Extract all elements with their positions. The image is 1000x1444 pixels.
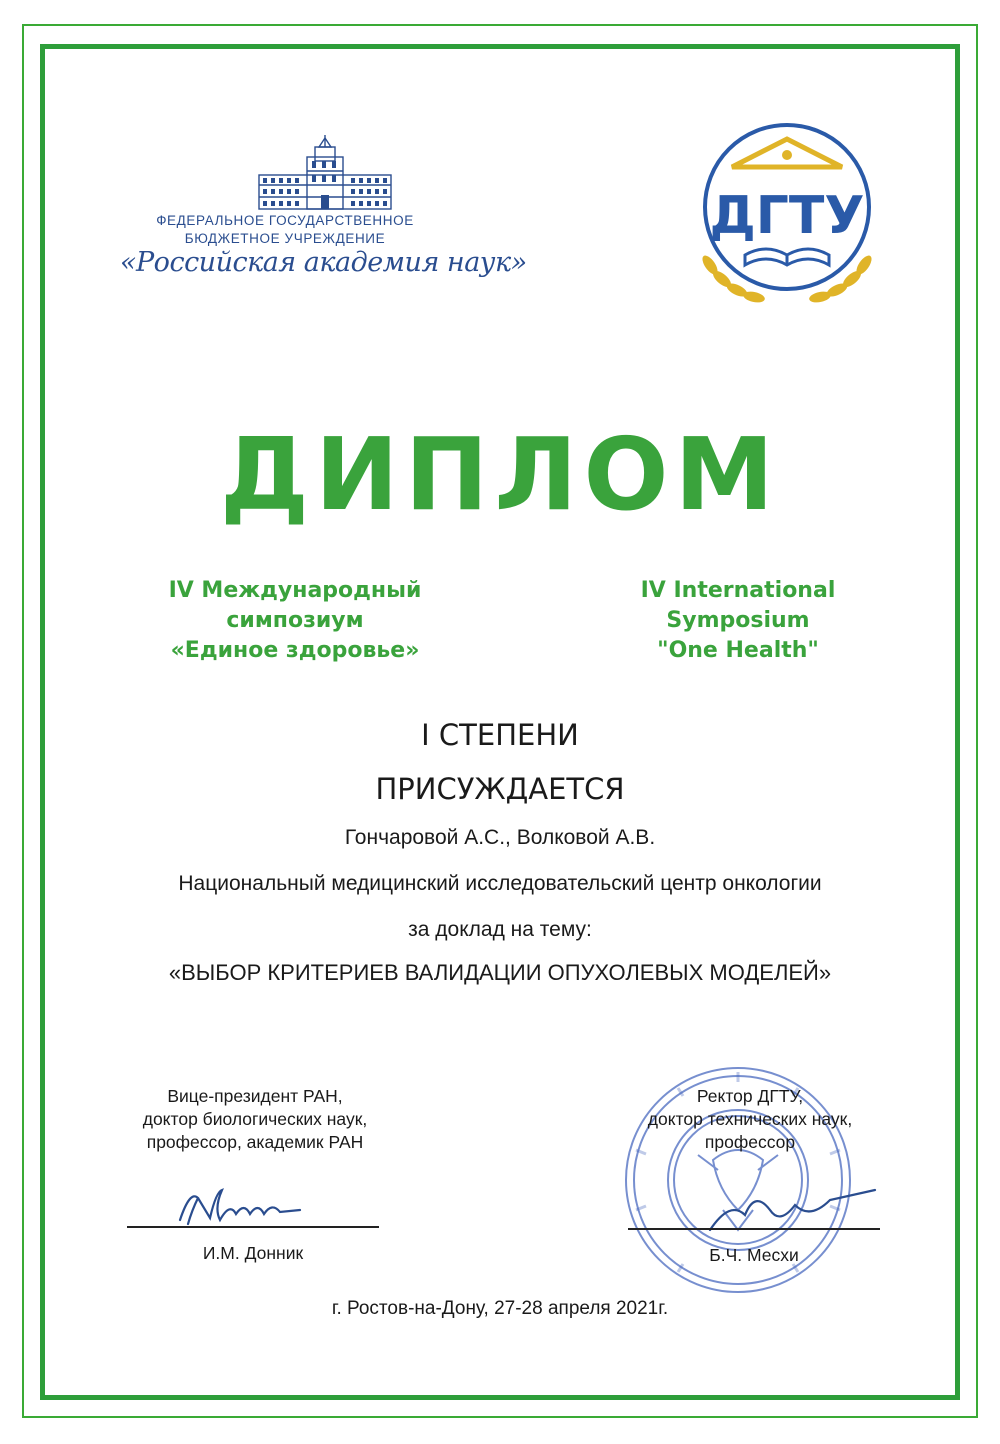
signature-line-right (628, 1228, 880, 1230)
signature-line-left (127, 1226, 379, 1228)
symposium-ru-line2: симпозиум (226, 608, 364, 633)
signatory-left-name: И.М. Донник (202, 1243, 304, 1263)
awarded-heading: ПРИСУЖДАЕТСЯ (375, 772, 625, 806)
diploma-title: ДИПЛОМ (219, 416, 781, 533)
signatory-right-name: Б.Ч. Месхи (709, 1245, 799, 1265)
symposium-ru (105, 576, 485, 666)
symposium-en (548, 576, 928, 666)
signatory-right-line3: профессор (704, 1132, 796, 1152)
institution: Национальный медицинский исследовательский центр онкологии (178, 872, 822, 895)
signature-right (700, 1180, 880, 1240)
symposium-ru-line1: IV Международный (168, 578, 422, 603)
signatory-left-title (100, 1085, 410, 1154)
ran-logo-line1: ФЕДЕРАЛЬНОЕ ГОСУДАРСТВЕННОЕ (156, 213, 414, 228)
signatory-right-line1: Ректор ДГТУ, (696, 1086, 804, 1106)
symposium-en-line1: IV International (640, 578, 836, 603)
dgtu-logo (690, 115, 885, 315)
signatory-right-line2: доктор технических наук, (647, 1109, 853, 1129)
ran-logo (120, 135, 527, 300)
signatory-left-line1: Вице-президент РАН, (167, 1086, 343, 1106)
signatory-right-title (610, 1085, 890, 1154)
for-report: за доклад на тему: (408, 918, 592, 941)
symposium-en-line2: Symposium (666, 608, 810, 633)
signature-left (170, 1180, 320, 1230)
signatory-left-line3: профессор, академик РАН (146, 1132, 364, 1152)
ran-logo-script-name: «Российская академия наук» (120, 247, 527, 278)
ran-logo-line2: БЮДЖЕТНОЕ УЧРЕЖДЕНИЕ (184, 231, 386, 246)
signatory-left-line2: доктор биологических наук, (142, 1109, 368, 1129)
place-date: г. Ростов-на-Дону, 27-28 апреля 2021г. (331, 1298, 669, 1319)
dgtu-logo-text: ДГТУ (709, 186, 865, 246)
report-title: «ВЫБОР КРИТЕРИЕВ ВАЛИДАЦИИ ОПУХОЛЕВЫХ МОДЕЛЕЙ» (168, 960, 832, 985)
symposium-ru-line3: «Единое здоровье» (170, 638, 420, 663)
academy-building-icon (255, 135, 395, 213)
recipients: Гончаровой А.С., Волковой А.В. (344, 826, 656, 849)
symposium-en-line3: "One Health" (657, 638, 819, 663)
degree: I СТЕПЕНИ (421, 718, 579, 752)
